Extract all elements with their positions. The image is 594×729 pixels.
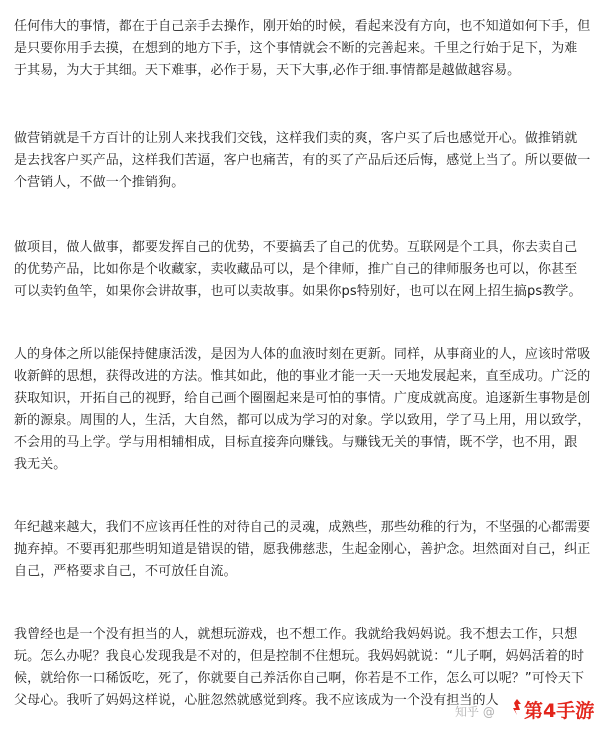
paragraph-line: 个营销人，不做一个推销狗。 <box>14 175 185 190</box>
paragraph-3 <box>14 237 582 303</box>
paragraph-line: 抛弃掉。不要再犯那些明知道是错误的错，愿我佛慈悲，生起金刚心，善护念。坦然面对自己，纠正 <box>14 542 591 557</box>
paragraph-line: 玩。怎么办呢？我良心发现我是不对的，但是控制不住想玩。我妈妈就说：“儿子啊，妈妈活着的时 <box>14 649 585 664</box>
paragraph-line: 新的源泉。周围的人，生活，大自然，都可以成为学习的对象。学以致用，学了马上用，用以致学， <box>14 413 591 428</box>
paragraph-line: 人的身体之所以能保持健康活泼，是因为人体的血液时刻在更新。同样，从事商业的人，应该时常吸 <box>14 347 591 362</box>
paragraph-1 <box>14 16 591 82</box>
paragraph-line: 是只要你用手去摸，在想到的地方下手，这个事情就会不断的完善起来。千里之行始于足下，为难 <box>14 41 578 56</box>
paragraph-line: 是去找客户买产品，这样我们苦逼，客户也痛苦，有的买了产品后还后悔，感觉上当了。所以要做一 <box>14 153 591 168</box>
paragraph-line: 我无关。 <box>14 457 67 472</box>
paragraph-line: 不会用的马上学。学与用相辅相成，目标直接奔向赚钱。与赚钱无关的事情，既不学，也不用，跟 <box>14 435 578 450</box>
watermark-text: 知乎 @ <box>455 705 495 719</box>
paragraph-line: 的优势产品，比如你是个收藏家，卖收藏品可以，是个律师，推广自己的律师服务也可以，你甚至 <box>14 262 578 277</box>
paragraph-line: 可以卖钓鱼竿，如果你会讲故事，也可以卖故事。如果你ps特别好，也可以在网上招生搞ps教学。 <box>14 284 582 299</box>
paragraph-line: 做项目，做人做事，都要发挥自己的优势，不要搞丢了自己的优势。互联网是个工具，你去卖自己 <box>14 240 578 255</box>
paragraph-4 <box>14 344 591 476</box>
paragraph-line: 年纪越来越大，我们不应该再任性的对待自己的灵魂，成熟些，那些幼稚的行为，不坚强的心都需要 <box>14 520 591 535</box>
site-logo <box>512 696 594 722</box>
paragraph-line: 候，就给你一口稀饭吃，死了，你就要自己养活你自己啊，你若是不工作，怎么可以呢？”可怜天下 <box>14 671 585 686</box>
paragraph-line: 自己，严格要求自己，不可放任自流。 <box>14 564 237 579</box>
paragraph-2 <box>14 128 591 194</box>
paragraph-line: 做营销就是千方百计的让别人来找我们交钱，这样我们卖的爽，客户买了后也感觉开心。做推销就 <box>14 131 578 146</box>
paragraph-6 <box>14 624 585 712</box>
paragraph-line: 于其易，为大于其细。天下难事，必作于易，天下大事,必作于细.事情都是越做越容易。 <box>14 63 521 78</box>
paragraph-line: 我曾经也是一个没有担当的人，就想玩游戏，也不想工作。我就给我妈妈说。我不想去工作，只想 <box>14 627 578 642</box>
logo-mark-icon <box>512 698 522 720</box>
paragraph-line: 获取知识，开拓自己的视野，给自己画个圈圈起来是可怕的事情。广度成就高度。追逐新生事物是创 <box>14 391 591 406</box>
paragraph-5 <box>14 517 591 583</box>
logo-text: 第4手游 <box>524 699 594 722</box>
paragraph-line: 父母心。我听了妈妈这样说，心脏忽然就感觉到疼。我不应该成为一个没有担当的人 <box>14 693 499 708</box>
paragraph-line: 收新鲜的思想，获得改进的方法。惟其如此，他的事业才能一天一天地发展起来，直至成功。广泛的 <box>14 369 591 384</box>
paragraph-line: 任何伟大的事情，都在于自己亲手去操作，刚开始的时候，看起来没有方向，也不知道如何下手，但 <box>14 19 591 34</box>
